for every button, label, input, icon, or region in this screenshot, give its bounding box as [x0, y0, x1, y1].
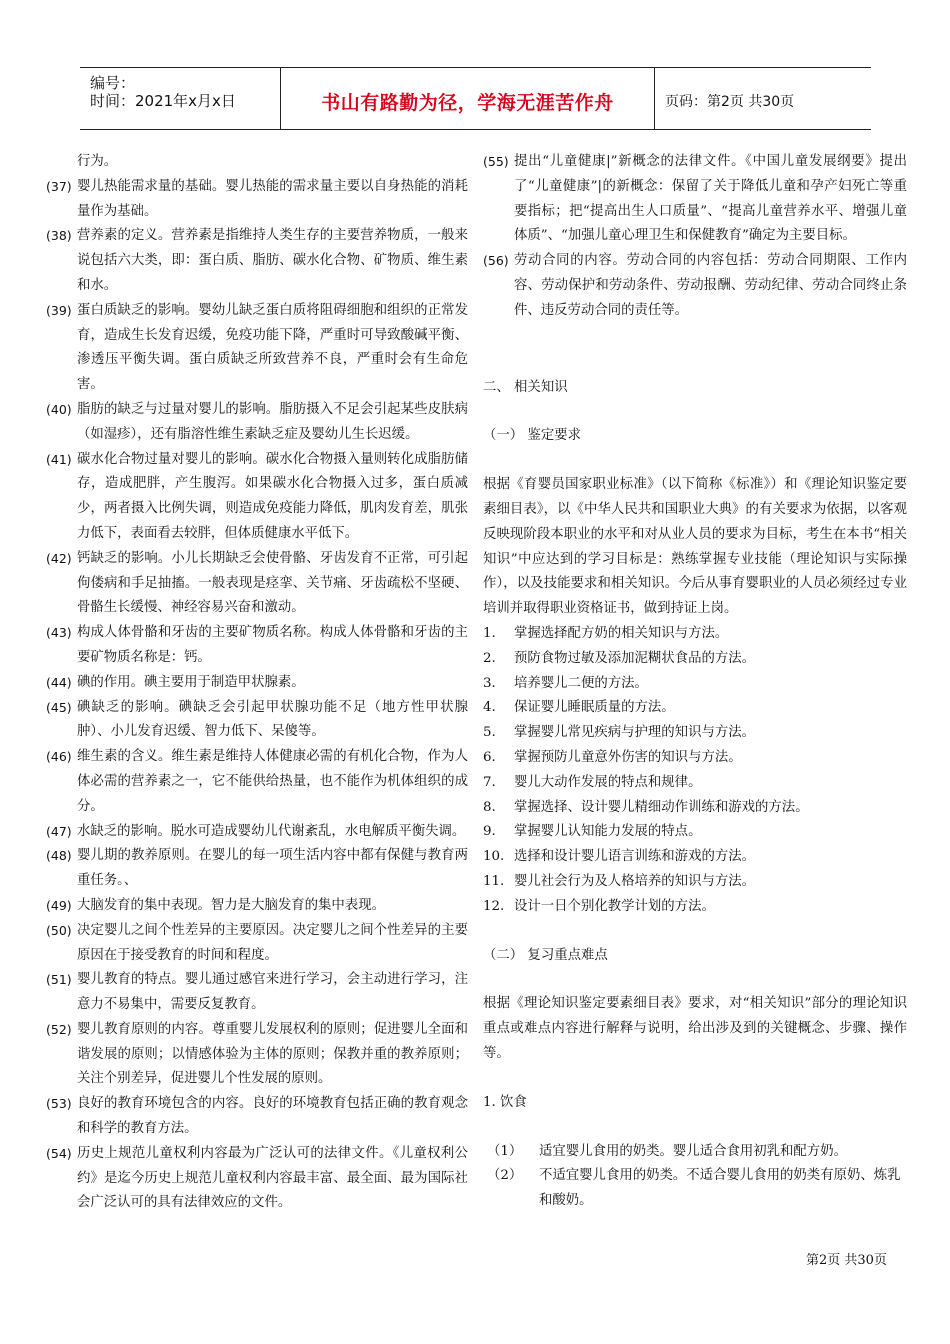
item-number: 10. — [483, 849, 505, 865]
item-text: 掌握婴儿常见疾病与护理的知识与方法。 — [514, 725, 756, 741]
numbered-item — [46, 919, 468, 969]
header-page-number: 页码：第2页 共30页 — [665, 94, 795, 110]
item-number: (45) — [46, 699, 72, 715]
item-text: 蛋白质缺乏的影响。婴幼儿缺乏蛋白质将阻碍细胞和组织的正常发育，造成生长发育迟缓，免疫功能下降，严重时可导致酸碱平衡、渗透压平衡失调。蛋白质缺乏所致营养不良，严重时会有生命危害。 — [77, 302, 468, 393]
item-number: 11. — [483, 873, 505, 889]
numbered-item — [46, 894, 468, 919]
topic-title: 1. 饮食 — [483, 1094, 527, 1110]
item-number: (38) — [46, 228, 72, 244]
numbered-item — [46, 745, 468, 819]
numbered-item — [46, 844, 468, 894]
item-text: 维生素的含义。维生素是维持人体健康必需的有机化合物，作为人体必需的营养素之一，它不能供给热量，也不能作为机体组织的成分。 — [77, 749, 468, 814]
item-number: 5. — [483, 725, 496, 741]
item-number: (48) — [46, 848, 72, 864]
item-number: （2） — [487, 1168, 523, 1184]
item-text: 婴儿大动作发展的特点和规律。 — [514, 774, 702, 790]
item-number: 4. — [483, 700, 496, 716]
item-number: (50) — [46, 922, 72, 938]
item-text: 婴儿教育的特点。婴儿通过感官来进行学习，会主动进行学习，注意力不易集中，需要反复教育。 — [77, 972, 468, 1013]
goal-item — [483, 672, 907, 697]
item-number: (43) — [46, 625, 72, 641]
section-title: 二、 相关知识 — [483, 379, 568, 395]
item-text: 掌握预防儿童意外伤害的知识与方法。 — [514, 749, 742, 765]
goal-item — [483, 870, 907, 895]
item-number: (54) — [46, 1145, 72, 1161]
item-text: 大脑发育的集中表现。智力是大脑发育的集中表现。 — [77, 897, 385, 913]
item-number: (39) — [46, 302, 72, 318]
right-column — [483, 150, 907, 1214]
item-text: 婴儿期的教养原则。在婴儿的每一项生活内容中都有保健与教育两重任务。、 — [77, 848, 468, 889]
paragraph: 根据《理论知识鉴定要素细目表》要求，对“相关知识”部分的理论知识重点或难点内容进行解释与说明，给出涉及到的关键概念、步骤、操作等。 — [483, 996, 907, 1061]
item-number: 9. — [483, 824, 496, 840]
numbered-item — [46, 696, 468, 746]
document-date: 时间：2021年x月x日 — [90, 92, 236, 110]
goal-item — [483, 796, 907, 821]
goal-item — [483, 895, 907, 920]
item-text: 婴儿社会行为及人格培养的知识与方法。 — [514, 873, 756, 889]
item-text: 碘的作用。碘主要用于制造甲状腺素。 — [77, 674, 305, 690]
numbered-item — [483, 150, 907, 249]
page-footer: 第2页 共30页 — [806, 1253, 887, 1268]
numbered-item — [46, 448, 468, 547]
item-text: 设计一日个别化教学计划的方法。 — [514, 898, 715, 914]
left-item-list — [46, 175, 468, 1216]
item-number: (56) — [483, 253, 509, 269]
item-number: 6. — [483, 749, 496, 765]
numbered-item — [46, 968, 468, 1018]
goal-item — [483, 845, 907, 870]
numbered-item — [46, 671, 468, 696]
goal-item — [483, 746, 907, 771]
item-text: 掌握选择配方奶的相关知识与方法。 — [514, 625, 729, 641]
item-text: 钙缺乏的影响。小儿长期缺乏会使骨骼、牙齿发育不正常，可引起佝偻病和手足抽搐。一般表现是痉挛、关节痛、牙齿疏松不坚硬、骨骼生长缓慢、神经容易兴奋和激动。 — [77, 550, 468, 616]
item-number: (53) — [46, 1096, 72, 1112]
header-motto: 书山有路勤为径，学海无涯苦作舟 — [321, 92, 614, 114]
numbered-item — [46, 1142, 468, 1216]
header-motto-cell — [281, 68, 655, 129]
left-column — [46, 150, 468, 1216]
item-text: 婴儿教育原则的内容。尊重婴儿发展权利的原则；促进婴儿全面和谐发展的原则；以情感体验为主体的原则；保教并重的教养原则；关注个别差异，促进婴儿个性发展的原则。 — [77, 1021, 468, 1087]
right-item-list — [483, 150, 907, 324]
numbered-item — [46, 820, 468, 845]
document-number: 编号： — [90, 74, 136, 92]
item-text: 碘缺乏的影响。碘缺乏会引起甲状腺功能不足（地方性甲状腺肿）、小儿发育迟缓、智力低下、呆傻等。 — [77, 699, 468, 740]
item-number: (52) — [46, 1021, 72, 1037]
item-text: 水缺乏的影响。脱水可造成婴幼儿代谢紊乱，水电解质平衡失调。 — [77, 823, 466, 839]
item-number: (46) — [46, 749, 72, 765]
goal-item — [483, 696, 907, 721]
item-text: 适宜婴儿食用的奶类。婴儿适合食用初乳和配方奶。 — [539, 1143, 847, 1159]
topic-list — [483, 1140, 907, 1214]
item-number: (51) — [46, 972, 72, 988]
item-number: 2. — [483, 650, 496, 666]
goal-item — [483, 622, 907, 647]
continuation-text: 行为。 — [77, 154, 118, 169]
numbered-item — [46, 621, 468, 671]
item-text: 良好的教育环境包含的内容。良好的环境教育包括正确的教育观念和科学的教育方法。 — [77, 1096, 468, 1137]
goal-item — [483, 820, 907, 845]
numbered-item — [46, 547, 468, 621]
goal-item — [483, 647, 907, 672]
item-number: 12. — [483, 898, 505, 914]
numbered-item — [46, 175, 468, 225]
item-number: (49) — [46, 897, 72, 913]
page-header — [80, 67, 871, 130]
subsection-title: （一） 鉴定要求 — [483, 428, 581, 444]
numbered-item — [46, 398, 468, 448]
numbered-item — [46, 224, 468, 298]
item-number: (41) — [46, 451, 72, 467]
numbered-item — [46, 1092, 468, 1142]
header-page-cell — [655, 68, 871, 129]
goal-list — [483, 622, 907, 920]
item-text: 碳水化合物过量对婴儿的影响。碳水化合物摄入量则转化成脂肪储存，造成肥胖，产生腹泻。如果碳水化合物摄入过多，蛋白质减少，两者摄入比例失调，则造成免疫能力降低，肌肉发育差，肌张力低下，表面看去较胖，但体质健康水平低下。 — [77, 451, 468, 541]
item-number: (44) — [46, 674, 72, 690]
item-text: 不适宜婴儿食用的奶类。不适合婴儿食用的奶类有原奶、炼乳和酸奶。 — [539, 1168, 901, 1209]
item-text: 构成人体骨骼和牙齿的主要矿物质名称。构成人体骨骼和牙齿的主要矿物质名称是：钙。 — [77, 625, 468, 665]
subsection-title: （二） 复习重点难点 — [483, 947, 608, 963]
numbered-item — [46, 1018, 468, 1092]
item-number: (42) — [46, 550, 72, 566]
item-text: 培养婴儿二便的方法。 — [514, 675, 648, 691]
topic-item — [483, 1140, 907, 1165]
item-text: 掌握婴儿认知能力发展的特点。 — [514, 824, 702, 840]
item-text: 婴儿热能需求量的基础。婴儿热能的需求量主要以自身热能的消耗量作为基础。 — [77, 178, 468, 219]
topic-item — [483, 1164, 907, 1214]
item-number: 1. — [483, 625, 496, 641]
paragraph: 根据《育婴员国家职业标准》（以下简称《标准》）和《理论知识鉴定要素细目表》，以《中华人民共和国职业大典》的有关要求为依据，以客观反映现阶段本职业的水平和对从业人员的要求为目标，考生在本书“相关知识”中应达到的学习目标是：熟练掌握专业技能（理论知识与实际操作），以及技能要求和相关知识。今后从事育婴职业的人员必须经过专业培训并取得职业资格证书，做到持证上岗。 — [483, 477, 907, 617]
header-meta-cell — [80, 68, 281, 129]
goal-item — [483, 721, 907, 746]
item-number: 7. — [483, 774, 496, 790]
item-text: 提出“儿童健康|”新概念的法律文件。《中国儿童发展纲要》提出了“儿童健康”|的新概念：保留了关于降低儿童和孕产妇死亡等重要指标；把“提高出生人口质量”、“提高儿童营养水平、增强儿童体质”、“加强儿童心理卫生和保健教育”确定为主要目标。 — [514, 154, 907, 244]
item-number: （1） — [487, 1143, 523, 1159]
goal-item — [483, 771, 907, 796]
item-number: 3. — [483, 675, 496, 691]
item-text: 保证婴儿睡眠质量的方法。 — [514, 700, 675, 716]
item-text: 历史上规范儿童权利内容最为广泛认可的法律文件。《儿童权利公约》是迄今历史上规范儿童权利内容最丰富、最全面、最为国际社会广泛认可的具有法律效应的文件。 — [77, 1145, 468, 1211]
item-text: 劳动合同的内容。劳动合同的内容包括：劳动合同期限、工作内容、劳动保护和劳动条件、劳动报酬、劳动纪律、劳动合同终止条件、违反劳动合同的责任等。 — [514, 253, 907, 318]
item-text: 脂肪的缺乏与过量对婴儿的影响。脂肪摄入不足会引起某些皮肤病（如湿疹），还有脂溶性维生素缺乏症及婴幼儿生长迟缓。 — [77, 401, 468, 442]
item-text: 选择和设计婴儿语言训练和游戏的方法。 — [514, 849, 756, 865]
item-text: 营养素的定义。营养素是指维持人类生存的主要营养物质，一般来说包括六大类，即：蛋白质、脂肪、碳水化合物、矿物质、维生素和水。 — [77, 228, 468, 293]
item-text: 决定婴儿之间个性差异的主要原因。决定婴儿之间个性差异的主要原因在于接受教育的时间和程度。 — [77, 922, 468, 963]
item-number: (55) — [483, 154, 509, 169]
numbered-item — [483, 249, 907, 323]
item-number: (40) — [46, 401, 72, 417]
item-number: (37) — [46, 178, 72, 194]
item-number: 8. — [483, 799, 496, 815]
item-number: (47) — [46, 823, 72, 839]
numbered-item — [46, 299, 468, 398]
item-text: 掌握选择、设计婴儿精细动作训练和游戏的方法。 — [514, 799, 809, 815]
item-text: 预防食物过敏及添加泥糊状食品的方法。 — [514, 650, 756, 666]
